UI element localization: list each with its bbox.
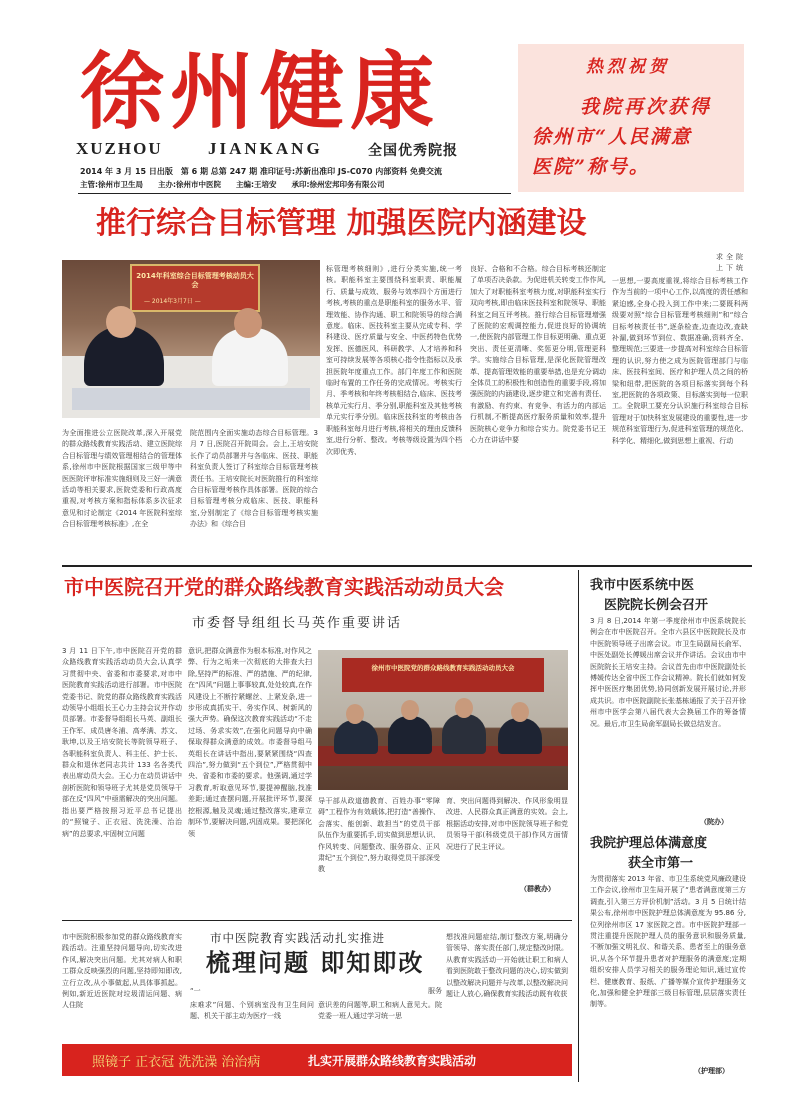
article1-col1: 为全面推进公立医院改革,深入开展党的群众路线教育实践活动、建立医院综合目标管理与绩效管理相结合的管理体系,徐州市中医院根据国家三级甲等中医医院评审标准实施细则及三好一满意活动等相关要求,医院党委和行政高度重视,对考核方案和指标体系多次征求意见和讨论制定《2014 年医院科室综合目标管理考核标准》,在全 [62, 429, 182, 529]
article1-col4: 良好、合格和不合格。综合目标考核还制定了单项否决条款。为促进机关转变工作作风,加大了对职能科室考核力度,对职能科室实行双向考核,即由临床医技科室和院领导、职能科室之间互评考核。推行综合目标管理增强了医院的宏观调控能力,促进良好的协调统一,使医院内部管理工作目标更明确、重点更突出、责任更清晰、奖惩更分明,管理更科学。实施综合目标管理,是深化医院管理改革、提高管理效能的重要举措,也是充分调动全体员工的积极性和创造性的重要手段,将加强医院的内涵建设,逐步建立和完善有责任、有激励、有约束、有竞争、有活力的内部运行机制,不断提高医疗服务质量和效率,提升医院核心竞争力和综合实力。院党委书记王心力在讲话中要 [470, 265, 606, 445]
congrats-line2: 徐州市“人民满意 [532, 126, 692, 148]
congrats-box [518, 44, 744, 192]
side1-body: 3 月 8 日,2014 年第一季度徐州市中医系统院长例会在市中医院召开。全市六县区中医院院长及市中医院领导班子出席会议。市卫生局副局长俞军、中医处副处长傅媛出席会议并作讲话。会议由市中医院院长王培安主持。会议首先由市中医院副处长傅媛传达全省中医工作会议精神。院长们就如何发挥中医医疗集团优势,协同创新发展开展讨论,并形成共识。市中医院副院长张基栋通报了关于召开徐州市中医学会第八届代表大会换届工作的筹备情况。最后,市卫生局俞军副局长做总结发言。 [590, 617, 746, 728]
congrats-heading: 热烈祝贺 [586, 57, 670, 77]
photo1-subline: — 2014年3月7日 — [144, 298, 201, 305]
side2-body: 为贯彻落实 2013 年省、市卫生系统党风廉政建设工作会议,徐州市卫生局开展了“患者满意度第三方调查,引入第三方评价机制”活动。3 月 5 日统计结果公布,徐州市中医院护理总体满意度为 95.86 分,位列徐州市区 17 家医院之首。市中医院护理部一贯注重提升医院护理人员的服务意识和服务质量,不断加强文明礼仪、和谐关系、患者至上的服务意识,从各个环节提升患者对护理服务的满意度;定期组织安排人员学习相关的服务理论知识,通过宣传栏、健康教育、报纸、广播等媒介宣传护理服务文化,加强和健全护理部三级目标管理,层层落实责任制等。 [590, 875, 746, 1009]
article2-col5: 市中医院积极参加党的群众路线教育实践活动。注重坚持问题导向,切实改进作风,解决突出问题。尤其对病人和职工群众反映强烈的问题,坚持即知即改,立行立改,从小事做起,从具体事抓起。例如,新近近医院对垃圾清运问题、病人住院 [62, 933, 182, 1010]
slogan-bar [62, 1044, 572, 1076]
section-divider-1 [62, 565, 752, 567]
article2-col2: 意识,把群众满意作为根本标准,对作风之弊、行为之垢来一次彻底的大排查大扫除,坚持严的标准、严的措施、严的纪律,在“四风”问题上事事较真,处处较真,在作风建设上不断拧紧螺丝、上紧发条,进一步形成真抓实干、务实作风、树新风的强大声势。确保这次教育实践活动“不走过场、务求实效”,在强化问题导向中确保取得群众满意的成效。市委督导组马英组长在讲话中指出,要紧紧围绕“四查四治”,努力做到“五个到位”,严格贯彻中央、省委和市委的要求。他强调,通过学习教育,听取意见环节,要提神醒脑,找准差距;通过查摆问题,开展批评环节,要深挖根源,触及灵魂;通过整改落实,建章立制环节,要解决问题,巩固成果。要把深化领 [188, 647, 312, 838]
headline-2: 市中医院召开党的群众路线教育实践活动动员大会 [64, 575, 504, 599]
issue-meta: 2014 年 3 月 15 日出版 第 6 期 总第 247 期 准印证号:苏新出准印 JS-C070 内部资料 免费交流 [80, 167, 443, 176]
sponsors-line: 主管:徐州市卫生局 主办:徐州市中医院 主编:王培安 承印:徐州宏邦印务有限公司 [80, 180, 385, 189]
article2-col1: 3 月 11 日下午,市中医院召开党的群众路线教育实践活动动员大会,认真学习贯彻中央、省委和市委要求,对市中医院教育实践活动进行部署。市中医院党委书记、院党的群众路线教育实践活动领导小组组长王心力主持会议并作动员部署。市委督导组组长马英、副组长王作军、成员唐冬浦、高孝满、苏文、耿坤,以及王培安院长等院领导班子、各职能科室负责人、科主任、护士长、群众和退休老同志共计 133 名各类代表出席动员大会。王心力在动员讲话中剖析医院和领导班子尤其是党员领导干部在反“四风”中亟需解决的突出问题。指出要严格按照习近平总书记提出的“照镜子、正衣冠、洗洗澡、治治病”的总要求,牢固树立问题 [62, 647, 182, 838]
sidebar-divider [578, 570, 579, 1082]
photo-mobilization-meeting [318, 650, 568, 790]
masthead-pinyin-jiankang: JIANKANG [208, 139, 323, 158]
photo1-banner: 2014年科室综合目标管理考核动员大会 [136, 272, 254, 289]
slogan-part1: 照镜子 正衣冠 洗洗澡 治治病 [92, 1055, 261, 1070]
congrats-line1: 我院再次获得 [580, 96, 713, 118]
subhead-2: 市委督导组组长马英作重要讲话 [192, 616, 403, 631]
side1-title-line2: 医院院长例会召开 [604, 598, 709, 613]
article1-col5: 一思想,一要高度重视,将综合目标考核工作作为当前的一项中心工作,以高度的责任感和紧迫感,全身心投入到工作中来;二要既科两级要对照“综合目标管理考核细则”和“综合目标考核责任书”,逐条检查,边查边改,查缺补漏,做到环节到位、数据准确,资料齐全、整理规范;三要进一步提高对科室综合目标管理的认识,努力使之成为医院管理部门与临床、医技科室间、医疗和护理人员之间的桥梁和纽带,把医院的各项目标落实到每个科室,把医院的各项政策、目标落实到每一位职工。全院职工要充分认识施行科室综合目标管理对于加快科室发展建设的重要性,进一步规范科室管理行为,促进科室管理的规范化、科学化、精细化,做到思想上重视、行动 [612, 277, 748, 445]
photo2-banner: 徐州市中医院党的群众路线教育实践活动动员大会 [371, 664, 515, 672]
side1-byline: （院办） [700, 818, 728, 826]
feature-col-a: 床难求”问题、个别病室没有卫生间问题、机关干部主动为医疗一线 [190, 1001, 314, 1021]
feature-col-b-lead: 服务 [428, 987, 442, 995]
slogan-part2: 扎实开展群众路线教育实践活动 [308, 1054, 477, 1068]
feature-col-c: 想找准问题症结,制订整改方案,明确分管领导、落实责任部门,规定整改时限。从教育实践活动一开始就让职工和病人看到医院敢于整改问题的决心,切实做到以整改解决问题并与改革,以整改解决问题让人放心,确保教育实践活动既有收获 [446, 933, 568, 999]
article2-col4: 育、突出问题得到解决、作风形象明显改进、人民群众真正满意的实效。会上,根据活动安排,对市中医院领导班子和党员领导干部(科级党员干部)作风方面情况进行了民主评议。 [446, 797, 568, 851]
side2-byline: （护理部） [694, 1067, 729, 1075]
masthead-divider [78, 193, 511, 194]
feature-col-a-lead: “一 [190, 987, 201, 995]
masthead-title: 徐州健康 [80, 43, 441, 141]
feature-col-b: 意识差的问题等,职工和病人意见大。院党委一班人通过学习统一思 [318, 1001, 442, 1021]
article1-col2: 院范围内全面实施动态综合目标管理。3 月 7 日,医院召开院周会。会上,王培安院长作了动员部署并与各临床、医技、职能科室负责人签订了科室综合目标管理考核责任书。王培安院长对医院推行的科室综合目标管理考核作具体部署。医院的综合目标管理考核分成临床、医技、职能科室,分别制定了《综合目标管理考核实施办法》和《综合目 [190, 429, 318, 529]
masthead [68, 44, 513, 170]
congrats-line3: 医院”称号。 [532, 156, 650, 178]
side2-title-line2: 获全市第一 [628, 856, 694, 871]
feature-kicker: 市中医院教育实践活动扎实推进 [210, 931, 385, 945]
side1-title-line1: 我市中医系统中医 [590, 578, 695, 593]
article2-byline: （群教办） [520, 885, 555, 893]
award-label: 全国优秀院报 [368, 143, 458, 159]
photo-target-management-meeting [62, 260, 320, 418]
article1-col5-lead: 求全院上下统 [716, 253, 746, 273]
side2-title-line1: 我院护理总体满意度 [590, 836, 708, 851]
feature-title: 梳理问题 即知即改 [206, 948, 425, 977]
article2-col3: 导干部从政道德教育、百姓办事“零障碍”工程作为有效载体,把打造“善操作、会落实、能创新、敢担当”的党员干部队伍作为重要抓手,切实做到思想认识、作风转变、问题整改、服务群众、正风肃纪“五个到位”,努力取得党员干部深受教 [318, 797, 440, 874]
section-divider-2 [62, 920, 572, 921]
article1-col3: 标管理考核细则》,进行分类实施,统一考核。职能科室主要围绕科室职责、职能履行、质量与成效、服务与效率四个方面进行考核,考核的重点是职能科室的服务水平、管理效能、协作沟通、职工和院领导的综合满意度。临床、医技科室主要从完成专科、学科建设、医疗质量与安全、中医药特色优势发挥、医德医风、科研教学、人才培养和科室可持续发展等各项核心指令性指标以及承担医院年度重点工作。部门年度工作和医院临时布置的工作任务的完成情况。考核实行月、季考核和年终考核相结合,临床、医技考核单元实行月、季分别,职能科室及其他考核单元实行季分别。临床医技科室的考核由各职能科室每月进行考核,将相关的理由反馈科室,进行分析、整改。考核等级设置为四个档次即优秀、 [326, 265, 462, 456]
headline-1: 推行综合目标管理 加强医院内涵建设 [96, 206, 587, 241]
masthead-pinyin-xuzhou: XUZHOU [76, 139, 163, 158]
